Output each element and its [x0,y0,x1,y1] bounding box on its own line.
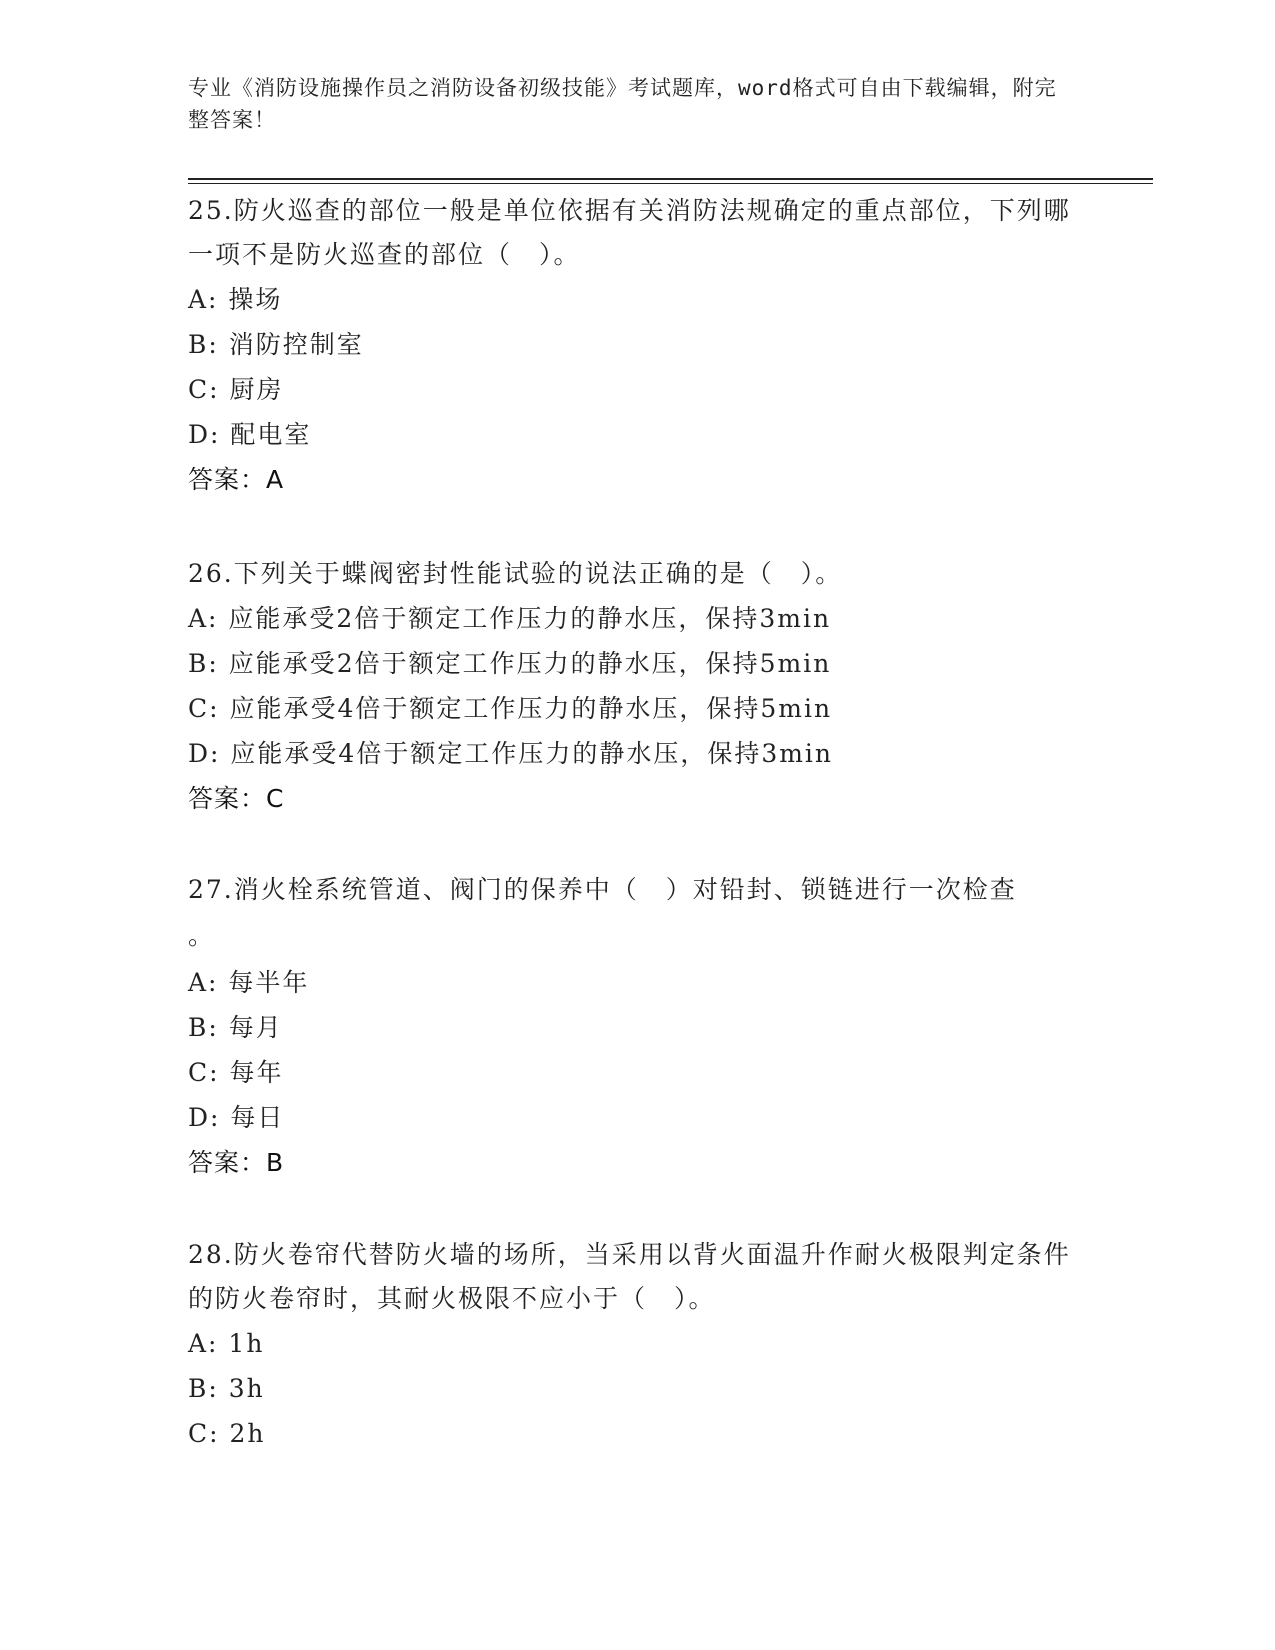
option-c: C: 2h [188,1419,266,1448]
option-b: B: 3h [188,1374,265,1403]
question-25 [188,189,1078,502]
option-d: D: 每日 [188,1103,285,1132]
option-a: A: 应能承受2倍于额定工作压力的静水压，保持3min [188,604,832,633]
option-c: C: 应能承受4倍于额定工作压力的静水压，保持5min [188,694,833,723]
question-26 [188,552,1078,821]
option-c: C: 厨房 [188,375,284,404]
question-stem: 25.防火巡查的部位一般是单位依据有关消防法规确定的重点部位，下列哪一项不是防火巡查的部位（ ）。 [188,196,1071,269]
question-stem: 26.下列关于蝶阀密封性能试验的说法正确的是（ ）。 [188,559,843,588]
option-a: A: 每半年 [188,968,310,997]
document-header: 专业《消防设施操作员之消防设备初级技能》考试题库，word格式可自由下载编辑，附完整答案！ [188,76,1057,132]
question-stem: 27.消火栓系统管道、阀门的保养中（ ）对铅封、锁链进行一次检查 [188,875,1017,904]
answer: 答案：B [188,1148,285,1177]
option-d: D: 配电室 [188,420,312,449]
option-a: A: 1h [188,1329,265,1358]
option-b: B: 每月 [188,1013,283,1042]
question-stem: 28.防火卷帘代替防火墙的场所，当采用以背火面温升作耐火极限判定条件的防火卷帘时，其耐火极限不应小于（ ）。 [188,1240,1071,1313]
answer: 答案：C [188,784,285,813]
question-stem-tail: 。 [188,921,216,950]
question-27 [188,868,1078,1185]
question-28 [188,1233,1078,1456]
option-d: D: 应能承受4倍于额定工作压力的静水压，保持3min [188,739,834,768]
header-rule-thick [188,178,1153,180]
option-a: A: 操场 [188,285,283,314]
option-b: B: 消防控制室 [188,330,364,359]
option-b: B: 应能承受2倍于额定工作压力的静水压，保持5min [188,649,832,678]
header-rule-thin [188,183,1153,184]
option-c: C: 每年 [188,1058,284,1087]
answer: 答案：A [188,465,285,494]
